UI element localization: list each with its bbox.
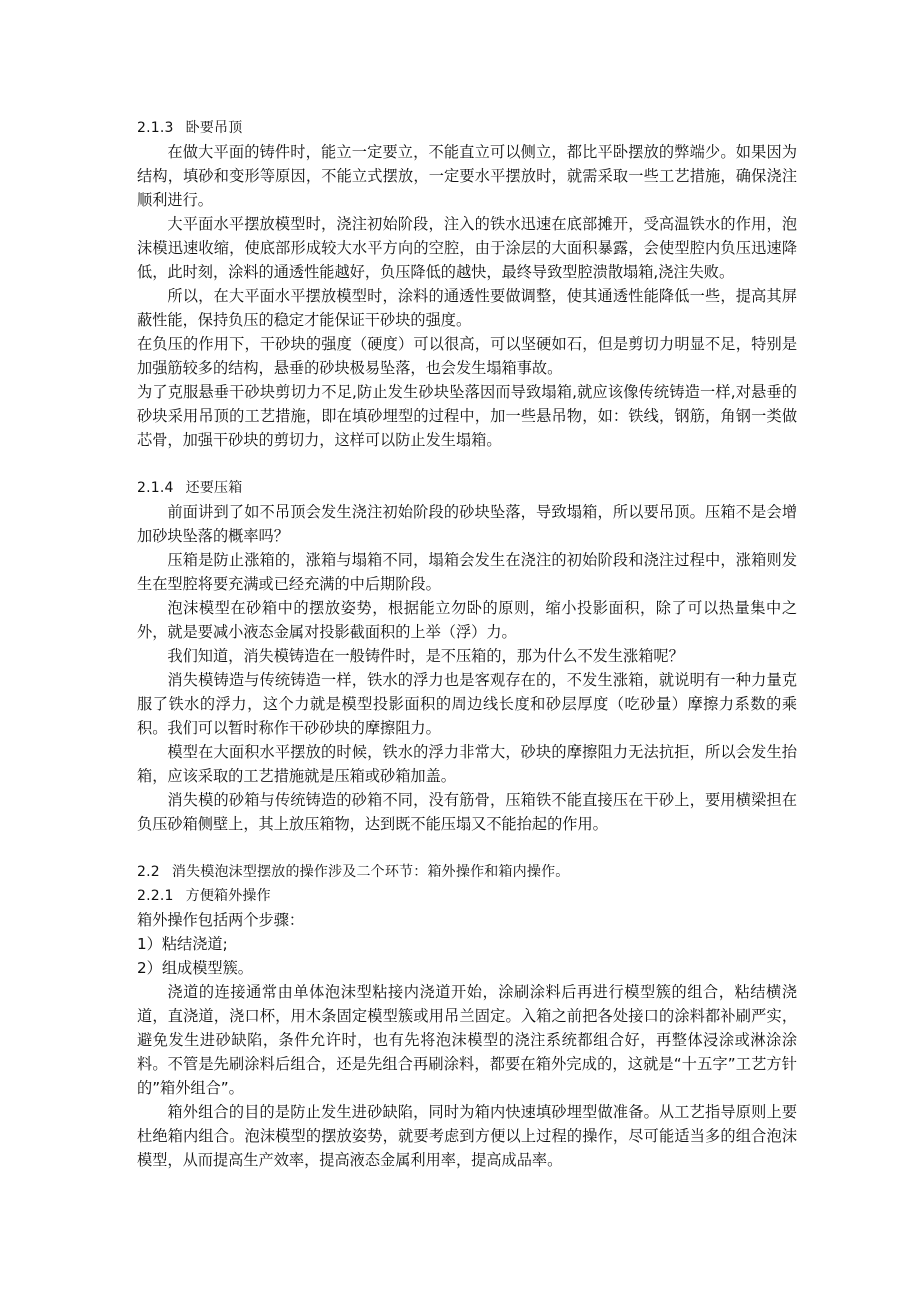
section-number: 2.2	[137, 864, 160, 880]
paragraph: 前面讲到了如不吊顶会发生浇注初始阶段的砂块坠落，导致塌箱，所以要吊顶。压箱不是会增加砂块坠落的概率吗？	[137, 503, 797, 545]
paragraph: 在负压的作用下，干砂块的强度（硬度）可以很高，可以坚硬如石，但是剪切力明显不足，特别是加强筋较多的结构，悬垂的砂块极易坠落，也会发生塌箱事故。	[137, 335, 797, 377]
section-heading	[137, 884, 797, 908]
section-number: 2.2.1	[137, 888, 174, 904]
paragraph: 所以，在大平面水平摆放模型时，涂料的通透性要做调整，使其通透性能降低一些，提高其屏蔽性能，保持负压的稳定才能保证干砂块的强度。	[137, 287, 797, 329]
section-title: 还要压箱	[185, 480, 243, 496]
list-item: 2）组成模型簇。	[137, 959, 253, 977]
paragraph: 为了克服悬垂干砂块剪切力不足,防止发生砂块坠落因而导致塌箱,就应该像传统铸造一样,对悬垂的砂块采用吊顶的工艺措施，即在填砂埋型的过程中，加一些悬吊物，如：铁线，钢筋，角钢一类做芯骨，加强干砂块的剪切力，这样可以防止发生塌箱。	[137, 383, 797, 449]
document-page	[137, 116, 797, 1172]
paragraph: 我们知道，消失模铸造在一般铸件时，是不压箱的，那为什么不发生涨箱呢？	[167, 647, 684, 665]
paragraph: 大平面水平摆放模型时，浇注初始阶段，注入的铁水迅速在底部摊开，受高温铁水的作用，泡沫模迅速收缩，使底部形成较大水平方向的空腔，由于涂层的大面积暴露，会使型腔内负压迅速降低，此时刻，涂料的通透性能越好，负压降低的越快，最终导致型腔溃散塌箱,浇注失败。	[137, 215, 797, 281]
section-heading	[137, 476, 797, 500]
paragraph: 浇道的连接通常由单体泡沫型粘接内浇道开始，涂刷涂料后再进行模型簇的组合，粘结横浇道，直浇道，浇口杯，用木条固定模型簇或用吊兰固定。入箱之前把各处接口的涂料都补刷严实，避免发生进砂缺陷，条件允许时，也有先将泡沫模型的浇注系统都组合好，再整体浸涂或淋涂涂料。不管是先刷涂料后组合，还是先组合再刷涂料，都要在箱外完成的，这就是“十五字”工艺方针的”箱外组合”。	[137, 983, 797, 1097]
paragraph: 消失模的砂箱与传统铸造的砂箱不同，没有筋骨，压箱铁不能直接压在干砂上，要用横梁担在负压砂箱侧壁上，其上放压箱物，达到既不能压塌又不能抬起的作用。	[137, 791, 797, 833]
section-title: 方便箱外操作	[185, 888, 271, 904]
paragraph: 消失模铸造与传统铸造一样，铁水的浮力也是客观存在的，不发生涨箱，就说明有一种力量克服了铁水的浮力，这个力就是模型投影面积的周边线长度和砂层厚度（吃砂量）摩擦力系数的乘积。我们可以暂时称作干砂砂块的摩擦阻力。	[137, 671, 797, 737]
list-item: 1）粘结浇道;	[137, 935, 228, 953]
section-title: 消失模泡沫型摆放的操作涉及二个环节：箱外操作和箱内操作。	[171, 864, 570, 880]
spacer	[137, 836, 797, 860]
section-heading	[137, 860, 797, 884]
paragraph: 在做大平面的铸件时，能立一定要立，不能直立可以侧立，都比平卧摆放的弊端少。如果因为结构，填砂和变形等原因，不能立式摆放，一定要水平摆放时，就需采取一些工艺措施，确保浇注顺利进行。	[137, 143, 797, 209]
spacer	[137, 452, 797, 476]
section-2-1-4	[137, 476, 797, 836]
paragraph: 泡沫模型在砂箱中的摆放姿势，根据能立勿卧的原则，缩小投影面积，除了可以热量集中之外，就是要减小液态金属对投影截面积的上举（浮）力。	[137, 599, 797, 641]
paragraph: 箱外组合的目的是防止发生进砂缺陷，同时为箱内快速填砂埋型做准备。从工艺指导原则上要杜绝箱内组合。泡沫模型的摆放姿势，就要考虑到方便以上过程的操作，尽可能适当多的组合泡沫模型，从而提高生产效率，提高液态金属利用率，提高成品率。	[137, 1103, 797, 1169]
section-number: 2.1.4	[137, 480, 174, 496]
section-2-2-1	[137, 884, 797, 1172]
section-2-1-3	[137, 116, 797, 452]
section-2-2	[137, 860, 797, 884]
section-number: 2.1.3	[137, 120, 174, 136]
paragraph: 压箱是防止涨箱的，涨箱与塌箱不同，塌箱会发生在浇注的初始阶段和浇注过程中，涨箱则发生在型腔将要充满或已经充满的中后期阶段。	[137, 551, 797, 593]
section-heading	[137, 116, 797, 140]
section-title: 卧要吊顶	[185, 120, 243, 136]
paragraph: 箱外操作包括两个步骤：	[137, 911, 305, 929]
paragraph: 模型在大面积水平摆放的时候，铁水的浮力非常大，砂块的摩擦阻力无法抗拒，所以会发生抬箱，应该采取的工艺措施就是压箱或砂箱加盖。	[137, 743, 797, 785]
